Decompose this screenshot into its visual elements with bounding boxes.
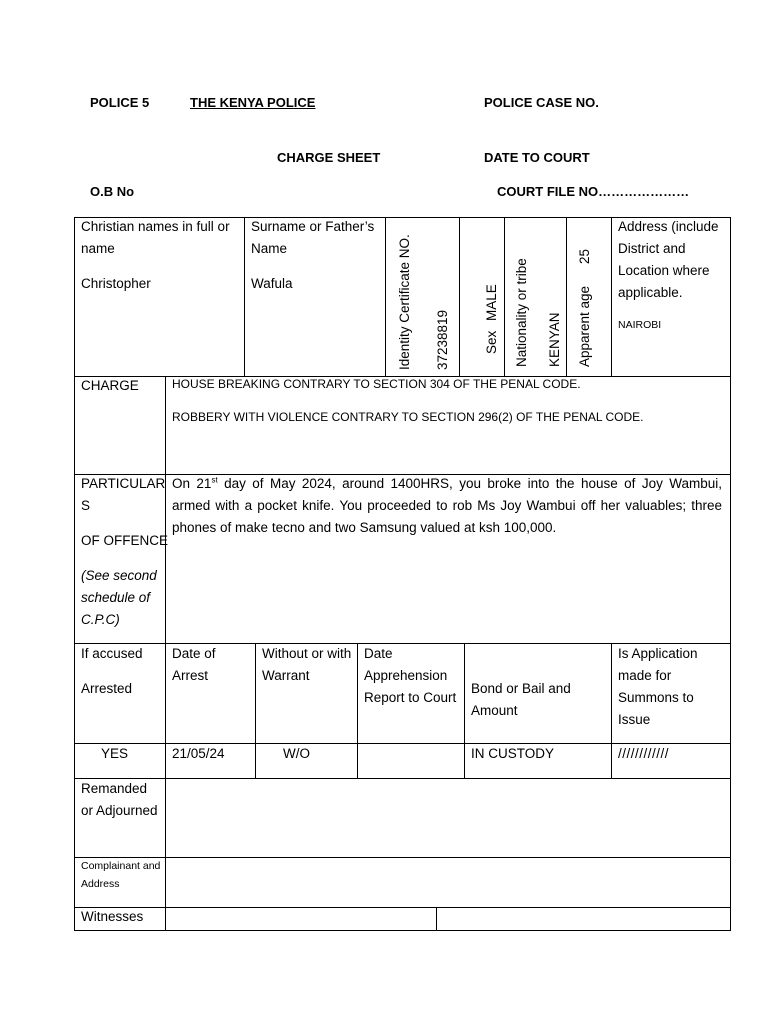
sheet-title: CHARGE SHEET (277, 150, 381, 165)
charge-label: CHARGE (81, 378, 139, 393)
apparent-age-value: 25 (577, 248, 592, 264)
particulars-label-cont: S (81, 498, 91, 513)
bond-bail-label: Bond or Bail and Amount (471, 681, 571, 718)
charge-line-1: HOUSE BREAKING CONTRARY TO SECTION 304 OF THE PENAL CODE. (172, 377, 581, 391)
surname-value: Wafula (251, 276, 293, 291)
date-of-arrest-label: Date of Arrest (172, 646, 216, 683)
summons-label: Is Application made for Summons to Issue (618, 646, 698, 727)
if-accused-label: If accused (81, 646, 143, 661)
nationality-value: KENYAN (547, 312, 562, 367)
summons-value: //////////// (618, 746, 670, 761)
christian-names-label: Christian names in full or name (81, 219, 230, 256)
date-to-court-label: DATE TO COURT (484, 150, 590, 165)
form-number: POLICE 5 (90, 95, 150, 110)
of-offence-label: OF OFFENCE (81, 533, 168, 548)
sex-label: Sex (484, 330, 499, 354)
particulars-label: PARTICULAR (81, 476, 166, 491)
sex-value: MALE (484, 284, 499, 321)
cpc-note-line-1: (See second (81, 568, 157, 583)
cpc-note-line-3: C.P.C) (81, 612, 120, 627)
remanded-label: Remanded or Adjourned (81, 781, 158, 818)
ob-number-label: O.B No (90, 184, 135, 199)
arrested-label: Arrested (81, 681, 133, 696)
cpc-note-line-2: schedule of (81, 590, 151, 605)
warrant-label: Without or with Warrant (262, 646, 352, 683)
witnesses-label: Witnesses (81, 909, 144, 924)
warrant-value: W/O (283, 746, 310, 761)
identity-certificate-value: 37238819 (435, 309, 450, 370)
organization-title: THE KENYA POLICE (190, 95, 316, 110)
nationality-label: Nationality or tribe (514, 258, 529, 367)
identity-certificate-label: Identity Certificate NO. (397, 234, 412, 370)
complainant-label: Complainant and Address (81, 860, 161, 890)
date-of-arrest-value: 21/05/24 (172, 746, 225, 761)
bond-bail-value: IN CUSTODY (471, 746, 555, 761)
apparent-age-label: Apparent age (577, 285, 592, 367)
case-number-label: POLICE CASE NO. (484, 95, 599, 110)
surname-label: Surname or Father’s Name (251, 219, 375, 256)
christian-names-value: Christopher (81, 276, 151, 291)
arrested-value: YES (101, 746, 129, 761)
particulars-text: On 21st day of May 2024, around 1400HRS, you broke into the house of Joy Wambui, armed with a pocket knife. You proceeded to rob Ms Joy Wambui off her valuables; three phones of make tecno and two Samsung valued at ksh 100,000. (172, 475, 722, 535)
address-label: Address (include District and Location where applicable. (618, 219, 719, 300)
address-value: NAIROBI (618, 319, 662, 331)
court-file-label: COURT FILE NO………………… (497, 184, 690, 199)
apprehension-report-label: Date Apprehension Report to Court (364, 646, 457, 705)
charge-line-2: ROBBERY WITH VIOLENCE CONTRARY TO SECTION 296(2) OF THE PENAL CODE. (172, 410, 644, 424)
